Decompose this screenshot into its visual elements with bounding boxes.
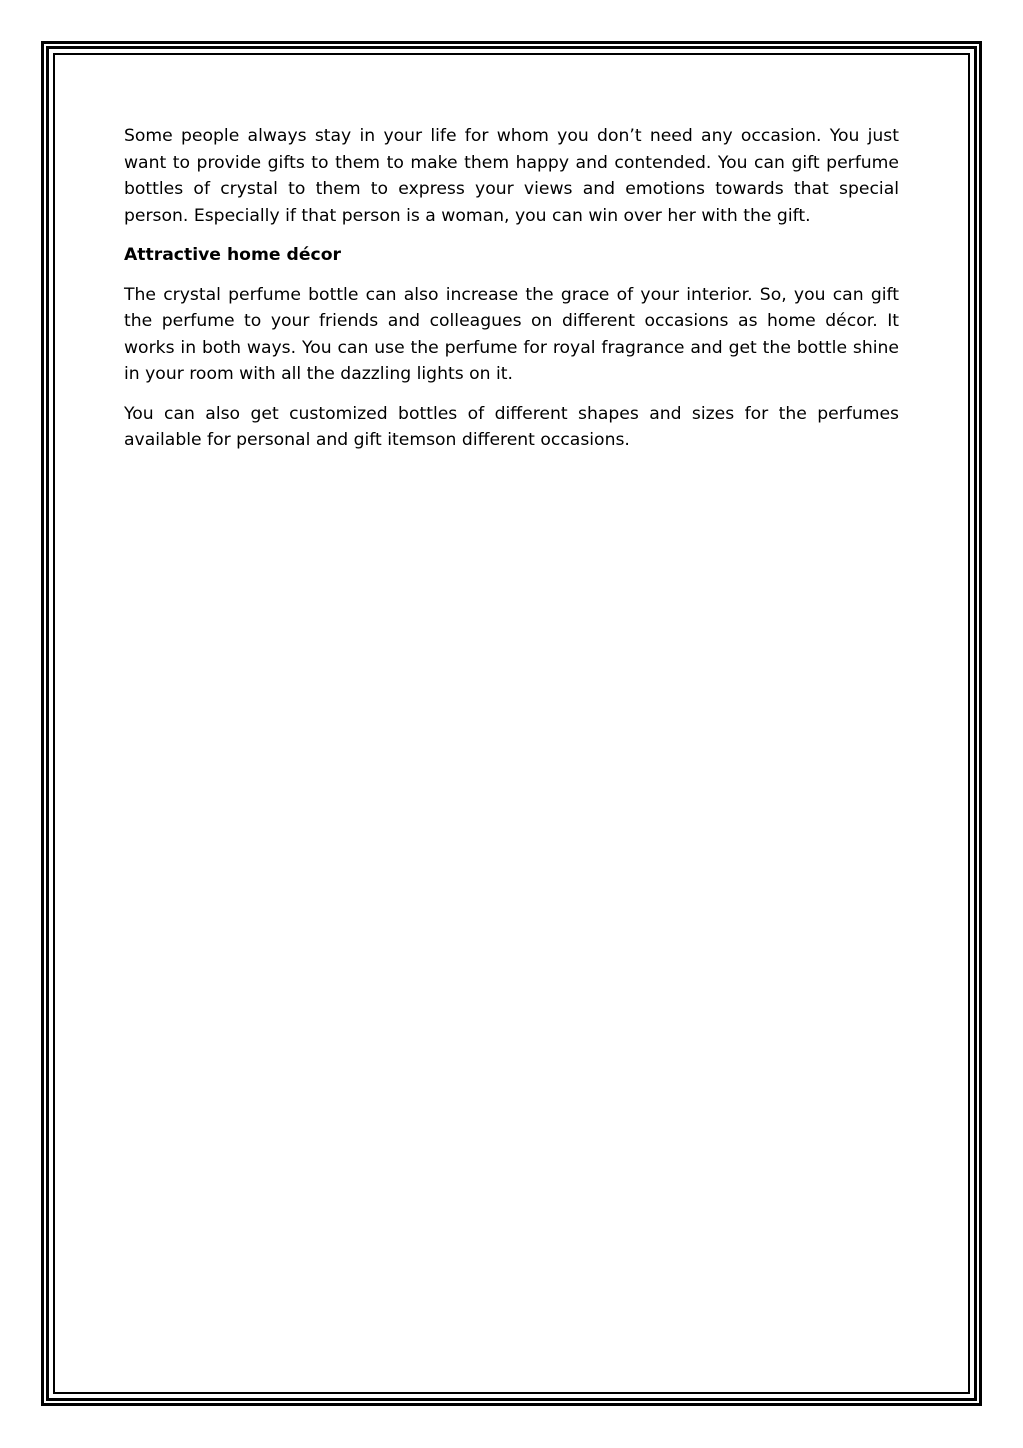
- section-heading: Attractive home décor: [124, 245, 341, 265]
- paragraph-customized: You can also get customized bottles of different shapes and sizes for the perfumes available for personal and gift itemson different occasions.: [124, 403, 899, 450]
- paragraph-intro: Some people always stay in your life for whom you don’t need any occasion. You just want to provide gifts to them to make them happy and contended. You can gift perfume bottles of crystal to them to express your views and emotions towards that special person. Especially if that person is a woman, you can win over her with the gift.: [124, 126, 899, 226]
- document-body: [124, 123, 899, 467]
- paragraph-home-decor: The crystal perfume bottle can also increase the grace of your interior. So, you can gift the perfume to your friends and colleagues on different occasions as home décor. It works in both ways. You can use the perfume for royal fragrance and get the bottle shine in your room with all the dazzling lights on it.: [124, 284, 899, 384]
